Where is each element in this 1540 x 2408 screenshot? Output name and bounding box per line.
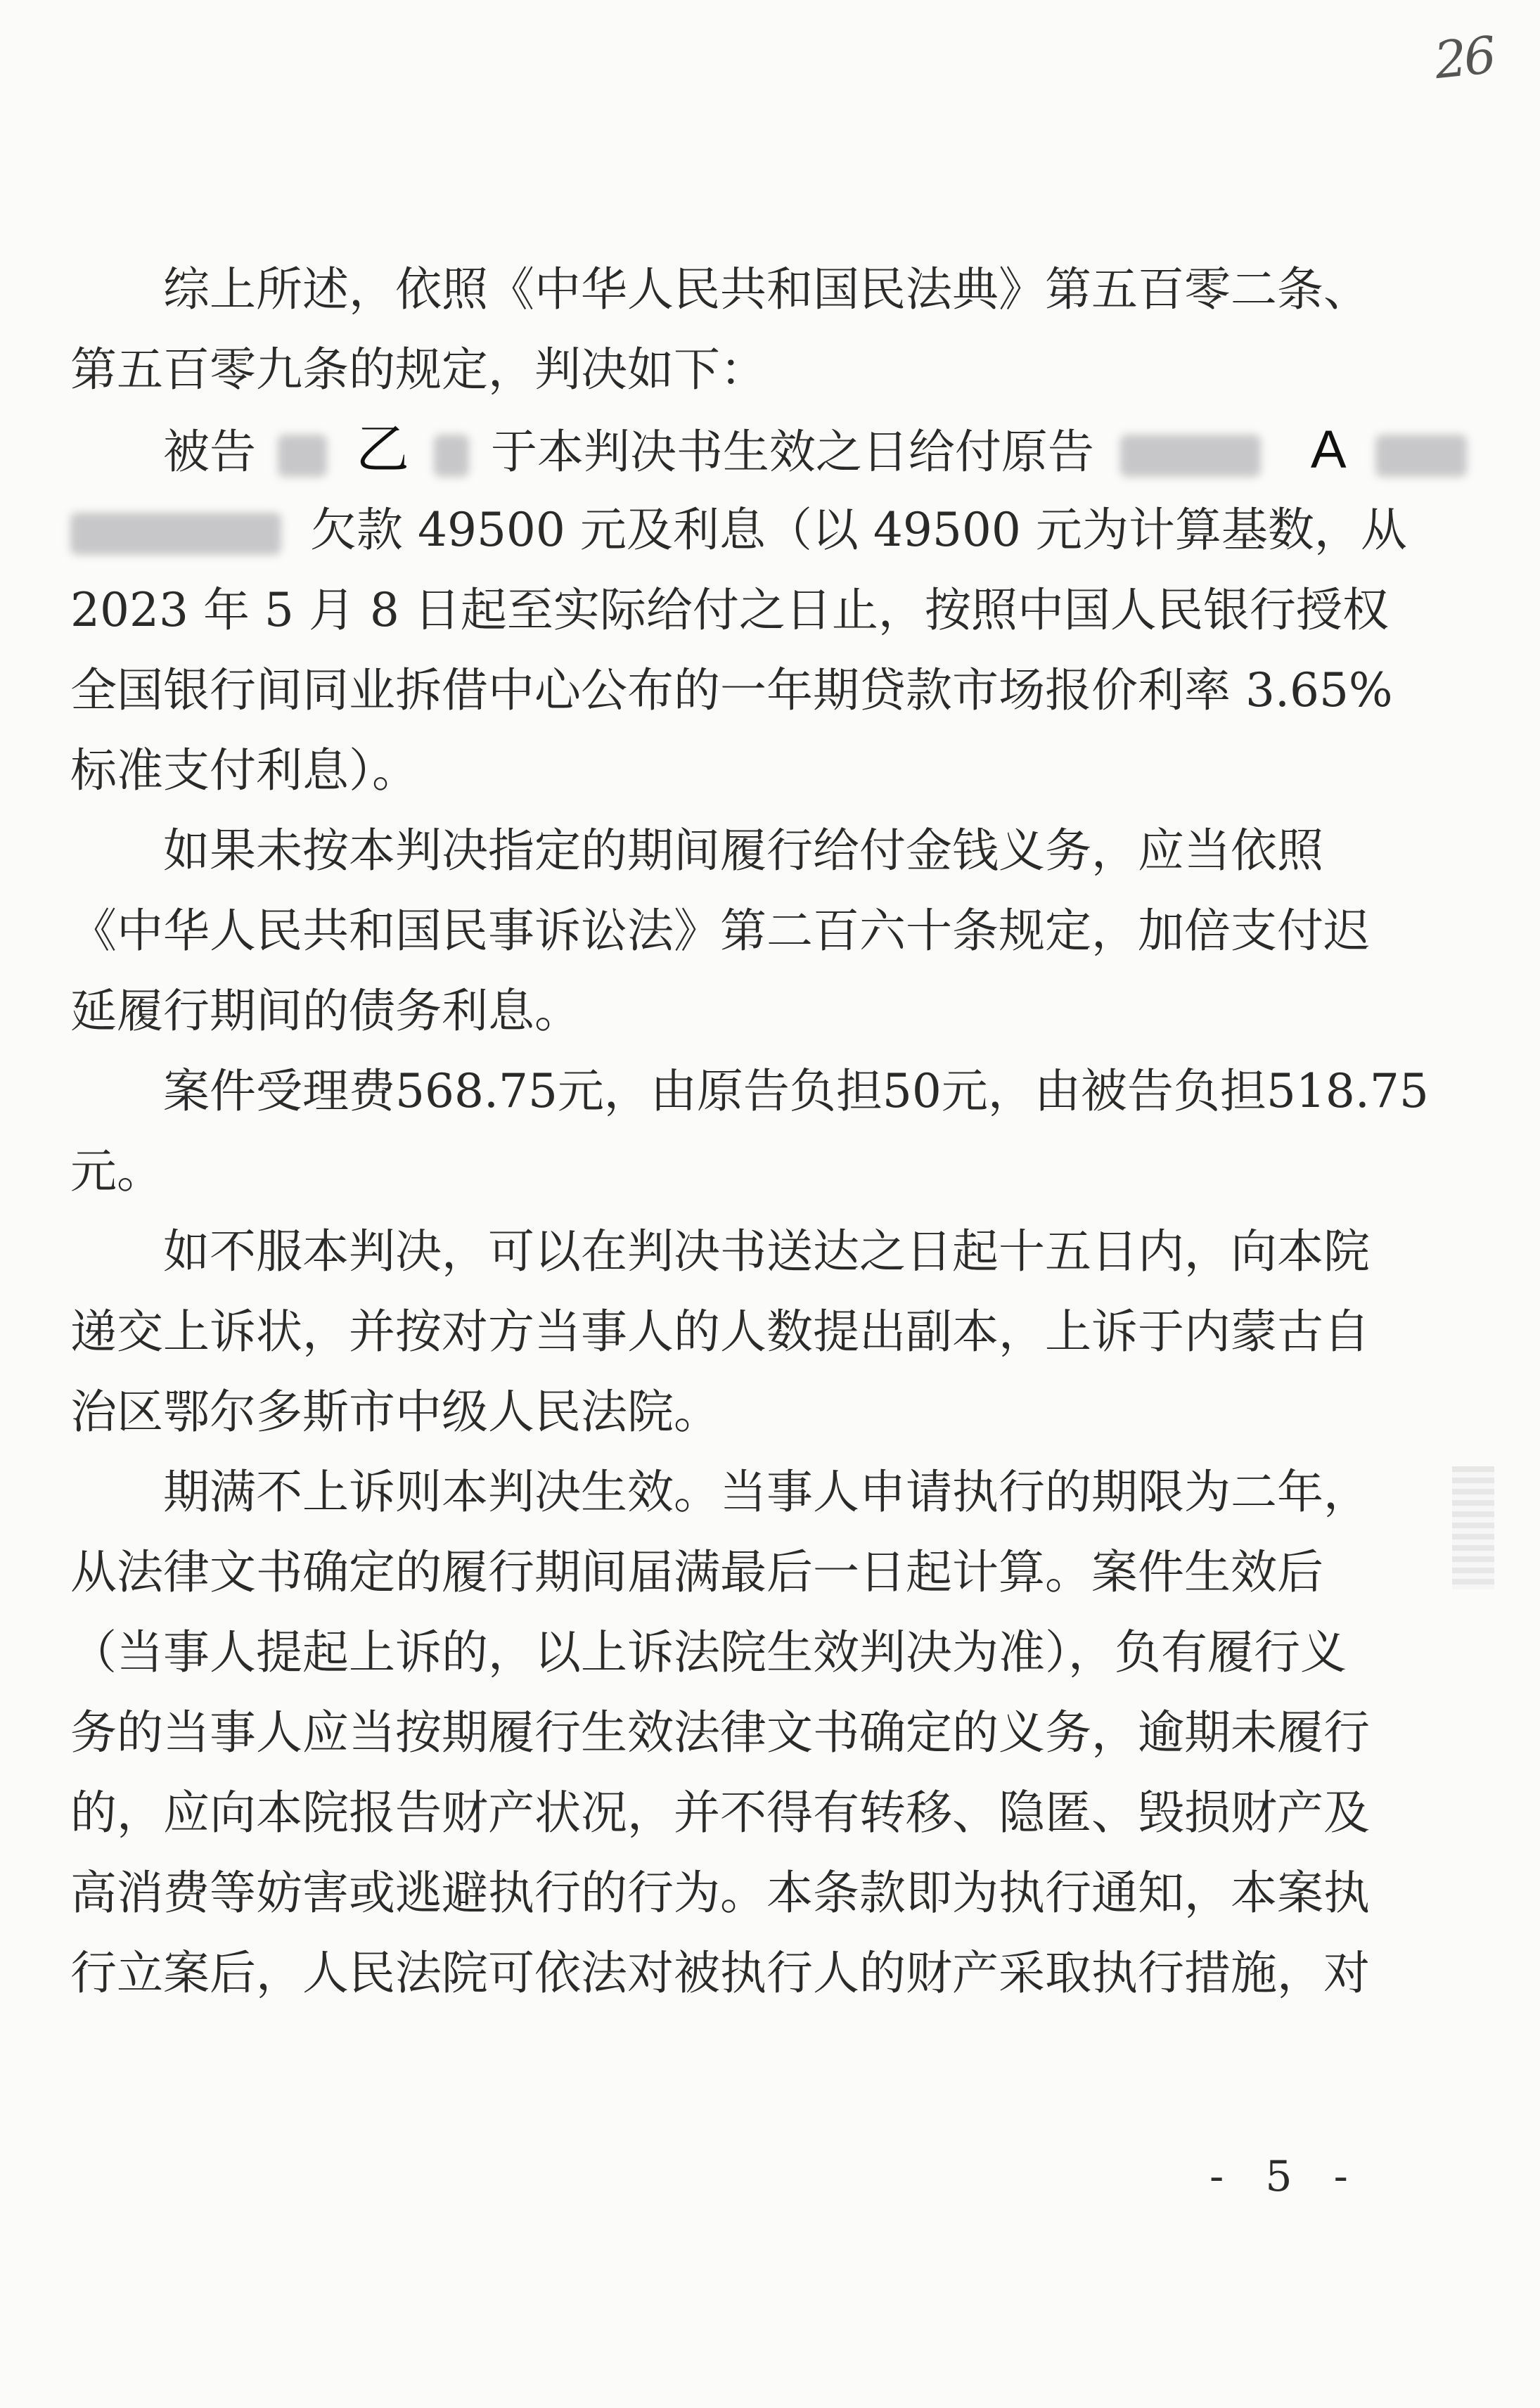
paragraph-line: 案件受理费568.75元，由原告负担50元，由被告负担518.75 <box>163 1064 1429 1118</box>
paragraph-line: 治区鄂尔多斯市中级人民法院。 <box>70 1385 720 1439</box>
paragraph-line: 行立案后，人民法院可依法对被执行人的财产采取执行措施，对 <box>70 1946 1370 2000</box>
judgment-text <box>70 250 1429 2013</box>
paragraph-line: 的，应向本院报告财产状况，并不得有转移、隐匿、毁损财产及 <box>70 1786 1370 1840</box>
party-line-pre: 被告 <box>163 425 256 479</box>
paragraph-line: 延履行期间的债务利息。 <box>70 984 581 1038</box>
handwritten-page-mark: 26 <box>1431 25 1496 91</box>
page-number: - 5 - <box>1209 2152 1362 2201</box>
party-line-mid: 于本判决书生效之日给付原告 <box>490 425 1094 479</box>
paragraph-line: 2023 年 5 月 8 日起至实际给付之日止，按照中国人民银行授权 <box>70 583 1389 637</box>
redaction-blur <box>70 513 281 555</box>
paragraph-line: 从法律文书确定的履行期间届满最后一日起计算。案件生效后 <box>70 1545 1323 1599</box>
paragraph-line: 如不服本判决，可以在判决书送达之日起十五日内，向本院 <box>163 1224 1370 1279</box>
paragraph-line: （当事人提起上诉的，以上诉法院生效判决为准），负有履行义 <box>70 1625 1347 1679</box>
paragraph-line: 全国银行间同业拆借中心公布的一年期贷款市场报价利率 3.65% <box>70 663 1393 717</box>
party-line <box>70 410 1347 490</box>
redaction-blur <box>1120 435 1261 477</box>
redaction-blur <box>1375 435 1467 477</box>
amount-line <box>70 490 1407 570</box>
paragraph-line: 《中华人民共和国民事诉讼法》第二百六十条规定，加倍支付迟 <box>70 904 1370 958</box>
defendant-label: 乙 <box>355 420 409 480</box>
paragraph-line: 综上所述，依照《中华人民共和国民法典》第五百零二条、 <box>163 262 1370 316</box>
redaction-blur <box>434 435 469 477</box>
paragraph-line: 第五百零九条的规定，判决如下： <box>70 342 766 397</box>
redaction-blur <box>278 435 327 477</box>
binder-hole-mark <box>1452 1466 1494 1589</box>
paragraph-line: 如果未按本判决指定的期间履行给付金钱义务，应当依照 <box>163 824 1323 878</box>
amount-line-text: 欠款 49500 元及利息（以 49500 元为计算基数，从 <box>309 503 1407 557</box>
paragraph-line: 递交上诉状，并按对方当事人的人数提出副本，上诉于内蒙古自 <box>70 1305 1370 1359</box>
plaintiff-label: A <box>1310 420 1347 480</box>
paragraph-line: 标准支付利息）。 <box>70 743 418 798</box>
paragraph-line: 期满不上诉则本判决生效。当事人申请执行的期限为二年， <box>163 1465 1370 1519</box>
paragraph-line: 务的当事人应当按期履行生效法律文书确定的义务，逾期未履行 <box>70 1705 1370 1760</box>
paragraph-line: 高消费等妨害或逃避执行的行为。本条款即为执行通知，本案执 <box>70 1866 1370 1920</box>
paragraph-line: 元。 <box>70 1144 163 1198</box>
